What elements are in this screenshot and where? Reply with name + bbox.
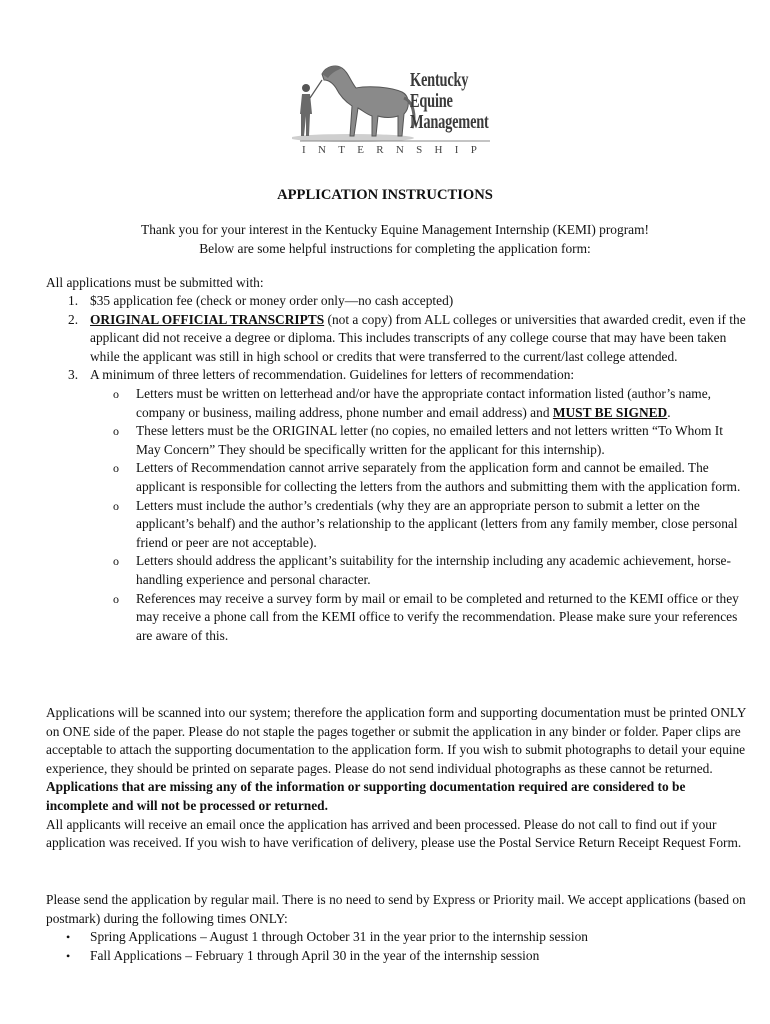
scan-paragraph — [46, 704, 746, 853]
spring-text: Spring Applications – August 1 through October 31 in the year prior to the internship session — [90, 929, 588, 944]
requirement-text: (not a copy) from ALL colleges or universities that awarded credit, even if the applicant did not receive a degree or diploma. This includes transcripts of any college course that may have been taken while the applicant was still in high school or credits that were transferred to the current/last college attended. — [90, 311, 746, 364]
spring-period — [46, 928, 746, 947]
intro-text — [0, 221, 770, 258]
bullet-icon: • — [66, 948, 71, 963]
circle-bullet-icon: o — [113, 498, 119, 513]
requirements-list — [46, 292, 746, 645]
guideline-item — [90, 552, 746, 589]
fall-text: Fall Applications – February 1 through April 30 in the year of the internship session — [90, 947, 540, 963]
scan-text: Applications will be scanned into our system; therefore the application form and supporting documentation must be printed ONLY on ONE side of the paper. Please do not staple the pages together or submit the application in any binder or folder. Paper clips are acceptable to attach the supporting documentation to the application form. If you wish to submit photographs to detail your equine experience, they should be printed on separate pages. Please do not send individual photographs as these cannot be returned. — [46, 705, 746, 776]
logo-word-management: Management — [410, 111, 489, 133]
intro-line-1: Thank you for your interest in the Kentucky Equine Management Internship (KEMI) program! — [141, 222, 649, 237]
bullet-icon: • — [66, 930, 71, 944]
mail-paragraph: Please send the application by regular mail. There is no need to send by Express or Priority mail. We accept applications (based on postmark) during the following times ONLY: — [46, 892, 746, 926]
guideline-item — [90, 459, 746, 496]
requirement-letters — [46, 366, 746, 645]
circle-bullet-icon: o — [113, 461, 119, 476]
list-number: 2. — [68, 311, 79, 327]
circle-bullet-icon: o — [113, 554, 119, 569]
circle-bullet-icon: o — [113, 386, 119, 401]
requirement-text: A minimum of three letters of recommendation. Guidelines for letters of recommendation: — [90, 367, 575, 383]
transcripts-emphasis: ORIGINAL OFFICIAL TRANSCRIPTS — [90, 311, 325, 327]
circle-bullet-icon: o — [113, 591, 119, 606]
guideline-item — [90, 497, 746, 553]
guideline-item — [90, 590, 746, 646]
page-title: APPLICATION INSTRUCTIONS — [277, 187, 493, 203]
email-note: All applicants will receive an email once the application has arrived and been processed. Please do not call to find out if your application was received. If you wish to have verification of delivery, please use the Postal Service Return Receipt Request Form. — [46, 816, 742, 851]
guideline-text: Letters must include the author’s credentials (why they are an appropriate person to submit a letter on the applicant’s behalf) and the author’s relationship to the applicant (letters from any family member, close personal friend or peer are not acceptable). — [136, 497, 738, 550]
kemi-logo — [292, 58, 492, 162]
guideline-item — [90, 422, 746, 459]
guideline-text: Letters of Recommendation cannot arrive separately from the application form and cannot be emailed. The applicant is responsible for collecting the letters from the authors and submitting them with the application form. — [136, 460, 741, 494]
logo-tagline: INTERNSHIP — [302, 144, 490, 156]
guideline-item — [90, 385, 746, 422]
guideline-text: These letters must be the ORIGINAL letter (no copies, no emailed letters and not letters written “To Whom It May Concern” They should be specifically written for the applicant for this internship). — [136, 423, 723, 457]
guideline-text: References may receive a survey form by mail or email to be completed and returned to the KEMI office or they may receive a phone call from the KEMI office to verify the recommendation. Please make sure your references are aware of this. — [136, 590, 739, 643]
application-periods — [46, 928, 746, 965]
list-number: 1. — [68, 293, 79, 308]
requirement-fee — [46, 292, 746, 311]
logo-word-kentucky: Kentucky — [410, 69, 469, 91]
guideline-text: Letters must be written on letterhead and/or have the appropriate contact information listed (author’s name, company or business, mailing address, phone number and email address) and — [136, 385, 711, 420]
guideline-text: Letters should address the applicant’s suitability for the internship including any academic achievement, horse-handling experience and personal character. — [136, 553, 731, 587]
list-number: 3. — [68, 367, 79, 383]
circle-bullet-icon: o — [113, 424, 119, 439]
requirement-text: $35 application fee (check or money order only—no cash accepted) — [90, 293, 454, 308]
logo-word-equine: Equine — [410, 90, 453, 112]
signed-emphasis: MUST BE SIGNED — [552, 404, 668, 420]
fall-period — [46, 947, 746, 966]
requirement-transcripts — [46, 311, 746, 367]
incomplete-warning: Applications that are missing any of the information or supporting documentation required are considered to be incomplete and will not be processed or returned. — [46, 779, 686, 813]
letter-guidelines — [90, 385, 746, 645]
guideline-end: . — [667, 404, 671, 420]
requirements-lead: All applications must be submitted with: — [46, 275, 264, 290]
intro-line-2: Below are some helpful instructions for completing the application form: — [199, 240, 591, 256]
